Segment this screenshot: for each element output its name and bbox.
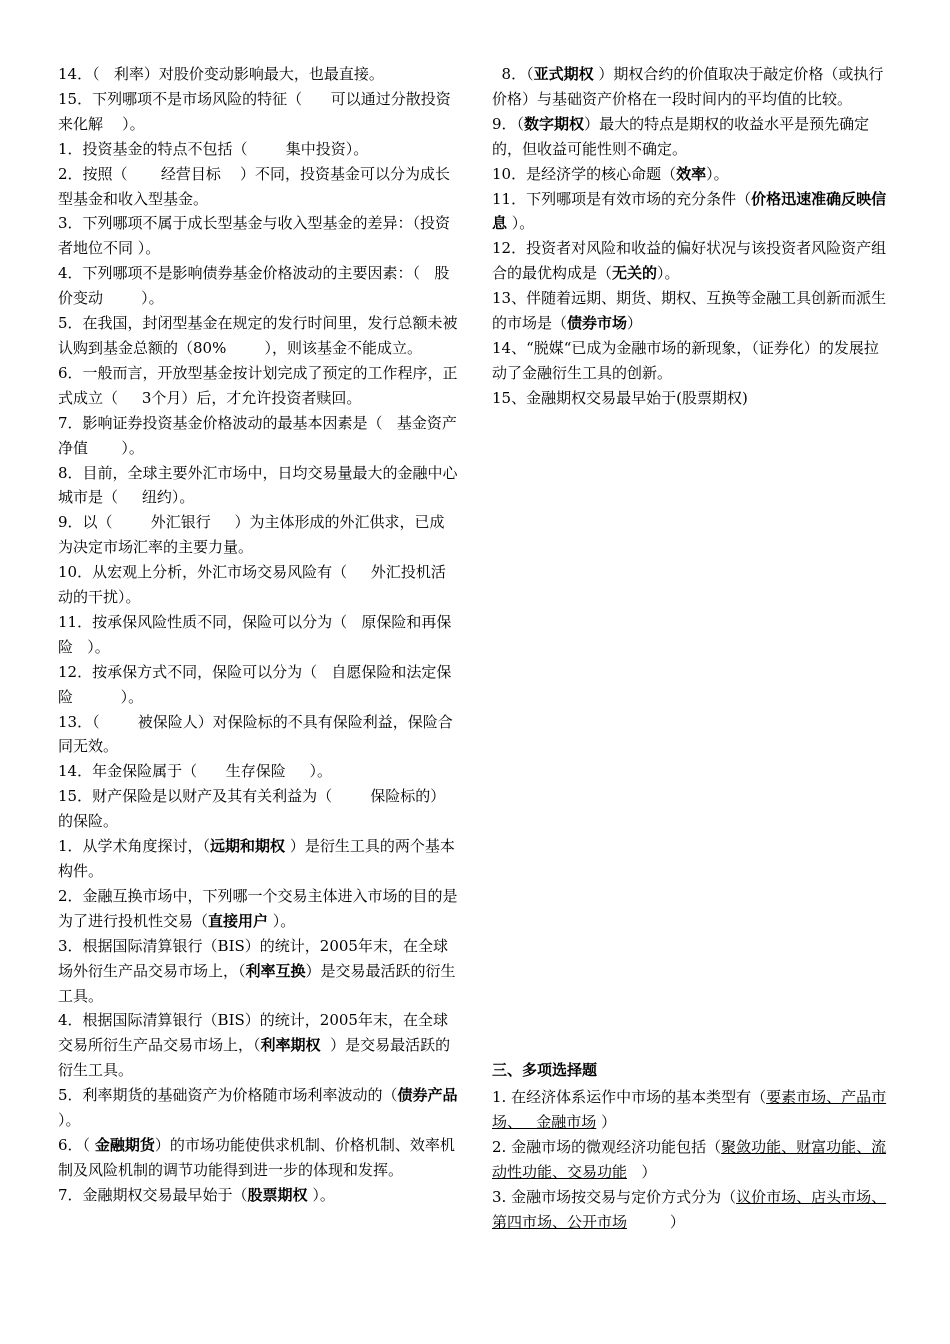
question-item	[492, 1085, 892, 1135]
question-item	[492, 286, 892, 336]
multi-choice-list	[492, 1085, 892, 1234]
question-text: 15．财产保险是以财产及其有关利益为（ 保险标的）的保险。	[58, 787, 446, 831]
question-text: ）	[596, 1112, 617, 1131]
question-item	[492, 162, 892, 187]
question-text: 6．一般而言，开放型基金按计划完成了预定的工作程序，正式成立（ 3个月）后，才允许投资者赎回。	[58, 363, 458, 407]
question-text: 4．下列哪项不是影响债券基金价格波动的主要因素：（ 股价变动 ）。	[58, 264, 450, 308]
question-text: 3. 金融市场按交易与定价方式分为（	[492, 1187, 737, 1206]
question-item	[492, 112, 892, 162]
question-text: 14．年金保险属于（ 生存保险 ）。	[58, 762, 333, 781]
question-item	[58, 510, 458, 560]
question-item	[58, 361, 458, 411]
question-text: ）是交易最活跃的衍生工具。	[58, 1036, 451, 1080]
answer-bold: 无关的	[612, 264, 658, 283]
question-item	[58, 62, 458, 87]
question-text: ）是衍生工具的两个基本构件。	[58, 837, 455, 880]
question-text: 3．根据国际清算银行（BIS）的统计，2005年末，在全球场外衍生产品交易市场上，（	[58, 936, 448, 980]
question-text: 10．从宏观上分析，外汇市场交易风险有（ 外汇投机活动的干扰）。	[58, 563, 446, 607]
question-item	[58, 1008, 458, 1083]
question-item	[58, 461, 458, 511]
question-item	[492, 236, 892, 286]
question-item	[58, 784, 458, 834]
answer-bold: 直接用户	[208, 911, 269, 930]
question-text: ）	[627, 1162, 657, 1181]
question-text: 4．根据国际清算银行（BIS）的统计，2005年末，在全球交易所衍生产品交易市场上，（	[58, 1011, 448, 1055]
question-text: 9．以（ 外汇银行 ）为主体形成的外汇供求，已成为决定市场汇率的主要力量。	[58, 513, 445, 557]
question-item	[58, 1133, 458, 1183]
answer-bold: 远期和期权	[210, 837, 286, 856]
question-item	[58, 411, 458, 461]
question-text: ）。	[58, 1086, 463, 1130]
question-text: 12．投资者对风险和收益的偏好状况与该投资者风险资产组合的最优构成是（	[492, 239, 887, 283]
question-text: 15、金融期权交易最早始于(股票期权)	[492, 388, 748, 407]
question-item	[492, 386, 892, 411]
answer-bold: 数字期权	[524, 114, 585, 133]
question-item	[58, 261, 458, 311]
question-text: 7．影响证券投资基金价格波动的最基本因素是（ 基金资产净值 ）。	[58, 413, 457, 457]
question-text: 3．下列哪项不属于成长型基金与收入型基金的差异：（投资者地位不同 ）。	[58, 214, 451, 258]
question-item	[58, 87, 458, 137]
question-text: ）。	[307, 1185, 335, 1204]
question-text: 7．金融期权交易最早始于（	[58, 1185, 248, 1204]
answer-bold: 债券产品	[397, 1086, 458, 1105]
answer-bold: 债券市场	[567, 314, 628, 333]
question-text: ）是交易最活跃的衍生工具。	[58, 961, 456, 1005]
question-item	[492, 1135, 892, 1185]
question-text: 1. 在经济体系运作中市场的基本类型有（	[492, 1088, 767, 1106]
question-text: 8．（	[492, 65, 534, 83]
question-item	[58, 560, 458, 610]
question-text: 10．是经济学的核心命题（	[492, 164, 677, 183]
section-title: 三、多项选择题	[492, 1061, 598, 1079]
question-text: 14、“脱媒“已成为金融市场的新现象，（证券化）的发展拉动了金融衍生工具的创新。	[492, 338, 879, 382]
question-item	[58, 759, 458, 784]
question-text: 13、伴随着远期、期货、期权、互换等金融工具创新而派生的市场是（	[492, 289, 887, 333]
question-text: 2．按照（ 经营目标 ）不同，投资基金可以分为成长型基金和收入型基金。	[58, 164, 450, 208]
answer-bold: 亚式期权	[533, 65, 594, 83]
question-item	[58, 610, 458, 660]
question-item	[492, 62, 892, 112]
question-text: 12．按承保方式不同，保险可以分为（ 自愿保险和法定保险 ）。	[58, 662, 452, 706]
question-item	[492, 187, 892, 237]
question-text: 2．金融互换市场中，下列哪一个交易主体进入市场的目的是为了进行投机性交易（	[58, 886, 458, 930]
question-item	[58, 834, 458, 884]
question-item	[58, 934, 458, 1009]
question-text: ）	[627, 314, 643, 333]
question-text: ）	[627, 1212, 685, 1231]
answer-bold: 价格迅速准确反映信息	[492, 189, 887, 233]
question-text: 14．（ 利率）对股价变动影响最大，也最直接。	[58, 65, 384, 83]
question-text: 15．下列哪项不是市场风险的特征（ 可以通过分散投资来化解 ）。	[58, 89, 451, 133]
question-text: 11．按承保风险性质不同，保险可以分为（ 原保险和再保险 ）。	[58, 612, 452, 656]
question-item	[58, 660, 458, 710]
question-text: ）期权合约的价值取决于敲定价格（或执行价格）与基础资产价格在一段时间内的平均值的比较。	[492, 65, 884, 108]
question-text: ）的市场功能使供求机制、价格机制、效率机制及风险机制的调节功能得到进一步的体现和发挥。	[58, 1135, 455, 1179]
question-text: 9．（	[492, 114, 525, 133]
question-text: ）。	[507, 214, 535, 233]
question-item	[492, 1185, 892, 1235]
question-text: 6．（	[58, 1135, 95, 1154]
answer-bold: 效率	[676, 164, 707, 183]
question-text: 1．投资基金的特点不包括（ 集中投资）。	[58, 139, 369, 158]
question-text: 2. 金融市场的微观经济功能包括（	[492, 1137, 722, 1156]
question-text: 1．从学术角度探讨，（	[58, 837, 211, 856]
answer-underlined: 聚敛功能、财富功能、流动性功能、交易功能	[492, 1137, 887, 1181]
answer-underlined: 要素市场、产品市场、 金融市场	[492, 1088, 887, 1131]
question-item	[58, 1083, 463, 1133]
question-item	[58, 311, 458, 361]
question-item	[58, 710, 458, 760]
question-item	[492, 336, 892, 386]
question-item	[58, 162, 458, 212]
question-text: ）。	[268, 911, 296, 930]
answer-bold: 股票期权	[247, 1185, 308, 1204]
question-item	[58, 884, 458, 934]
answer-bold: 金融期货	[94, 1135, 155, 1154]
question-text: ）。	[706, 164, 729, 183]
question-item	[58, 211, 458, 261]
question-text: 5．在我国，封闭型基金在规定的发行时间里，发行总额未被认购到基金总额的（80% ），则该基金不能成立。	[58, 314, 458, 357]
question-text: 13．（ 被保险人）对保险标的不具有保险利益，保险合同无效。	[58, 712, 453, 756]
question-text: ）。	[657, 264, 680, 283]
question-text: ）最大的特点是期权的收益水平是预先确定的，但收益可能性则不确定。	[492, 114, 870, 158]
answer-underlined: 议价市场、店头市场、第四市场、公开市场	[492, 1187, 887, 1231]
answer-bold: 利率互换	[245, 961, 306, 980]
left-column	[58, 62, 463, 1208]
question-text: 11．下列哪项是有效市场的充分条件（	[492, 189, 752, 208]
right-column	[492, 62, 892, 411]
question-item	[58, 137, 458, 162]
question-text: 5．利率期货的基础资产为价格随市场利率波动的（	[58, 1086, 398, 1105]
question-text: 8．目前，全球主要外汇市场中，日均交易量最大的金融中心城市是（ 纽约）。	[58, 463, 458, 507]
answer-bold: 利率期权	[260, 1036, 321, 1055]
question-item	[58, 1183, 458, 1208]
